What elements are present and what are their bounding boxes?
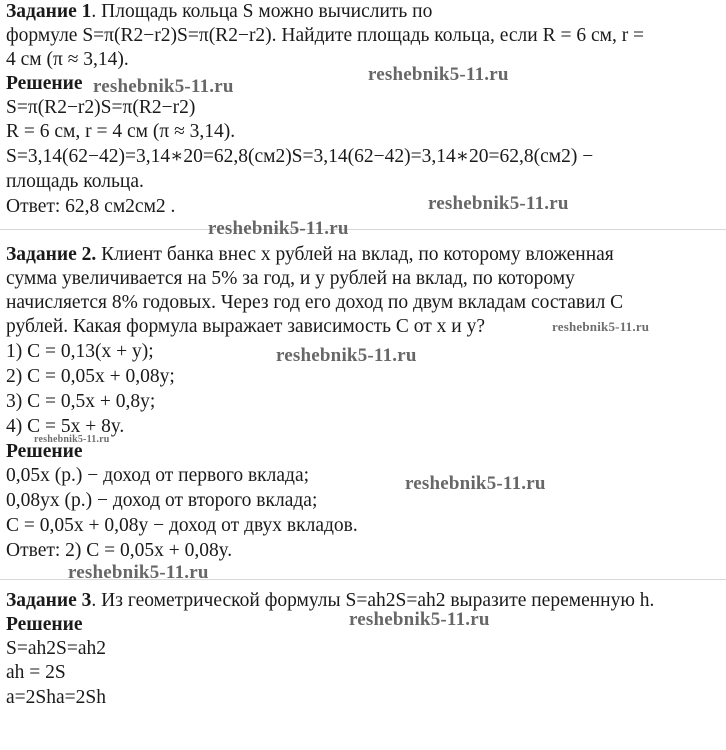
task1-solution-line4: площадь кольца. xyxy=(6,171,144,192)
task1-solution-line1: S=π(R2−r2)S=π(R2−r2) xyxy=(6,97,196,118)
task2-answer: Ответ: 2) C = 0,05x + 0,08y. xyxy=(6,540,233,561)
watermark: reshebnik5-11.ru xyxy=(405,473,546,494)
task1-line2: формуле S=π(R2−r2)S=π(R2−r2). Найдите площадь кольца, если R = 6 см, r = xyxy=(6,25,645,46)
watermark: reshebnik5-11.ru xyxy=(68,562,209,583)
task1-heading: Задание 1 xyxy=(6,1,92,22)
watermark: reshebnik5-11.ru xyxy=(276,345,417,366)
task1-line3: 4 см (π ≈ 3,14). xyxy=(6,49,129,70)
divider xyxy=(0,229,726,230)
task3-solution-line2: ah = 2S xyxy=(6,662,66,683)
task2-solution-line1: 0,05x (р.) − доход от первого вклада; xyxy=(6,465,310,486)
task1-solution-line3: S=3,14(62−42)=3,14∗20=62,8(см2)S=3,14(62−42)=3,14∗20=62,8(см2) − xyxy=(6,146,594,167)
watermark: reshebnik5-11.ru xyxy=(93,76,234,97)
task2-option-4: 4) C = 5x + 8y. xyxy=(6,416,125,437)
task2-heading: Задание 2. xyxy=(6,244,97,265)
task3-line1: Задание 3. Из геометрической формулы S=ah2S=ah2 выразите переменную h. xyxy=(6,590,655,611)
watermark: reshebnik5-11.ru xyxy=(428,193,569,214)
watermark: reshebnik5-11.ru xyxy=(349,609,490,630)
task3-solution-label: Решение xyxy=(6,614,83,635)
watermark: reshebnik5-11.ru xyxy=(368,64,509,85)
task2-solution-line3: C = 0,05x + 0,08y − доход от двух вкладов. xyxy=(6,515,358,536)
task2-option-3: 3) C = 0,5x + 0,8y; xyxy=(6,391,156,412)
task2-line3: начисляется 8% годовых. Через год его доход по двум вкладам составил C xyxy=(6,292,624,313)
watermark: reshebnik5-11.ru xyxy=(552,319,650,334)
task2-line2: сумма увеличивается на 5% за год, и у рублей на вклад, по которому xyxy=(6,268,575,289)
task2-line1: Задание 2. Клиент банка внес x рублей на вклад, по которому вложенная xyxy=(6,244,614,265)
task3-heading: Задание 3 xyxy=(6,590,92,611)
task1-solution-label: Решение xyxy=(6,73,83,94)
watermark: reshebnik5-11.ru xyxy=(34,434,110,445)
watermark: reshebnik5-11.ru xyxy=(208,218,349,239)
task1-solution-line2: R = 6 см, r = 4 см (π ≈ 3,14). xyxy=(6,121,236,142)
task2-option-2: 2) C = 0,05x + 0,08y; xyxy=(6,366,175,387)
task1-line1: Задание 1. Площадь кольца S можно вычислить по xyxy=(6,1,433,22)
task3-solution-line1: S=ah2S=ah2 xyxy=(6,638,106,659)
task3-solution-line3: a=2Sha=2Sh xyxy=(6,687,106,708)
task1-answer: Ответ: 62,8 см2см2 . xyxy=(6,196,176,217)
task2-solution-line2: 0,08ух (р.) − доход от второго вклада; xyxy=(6,490,318,511)
task2-solution-label: Решение xyxy=(6,441,83,462)
task2-option-1: 1) C = 0,13(x + y); xyxy=(6,341,154,362)
task2-line4: рублей. Какая формула выражает зависимость C от x и y? xyxy=(6,316,486,337)
